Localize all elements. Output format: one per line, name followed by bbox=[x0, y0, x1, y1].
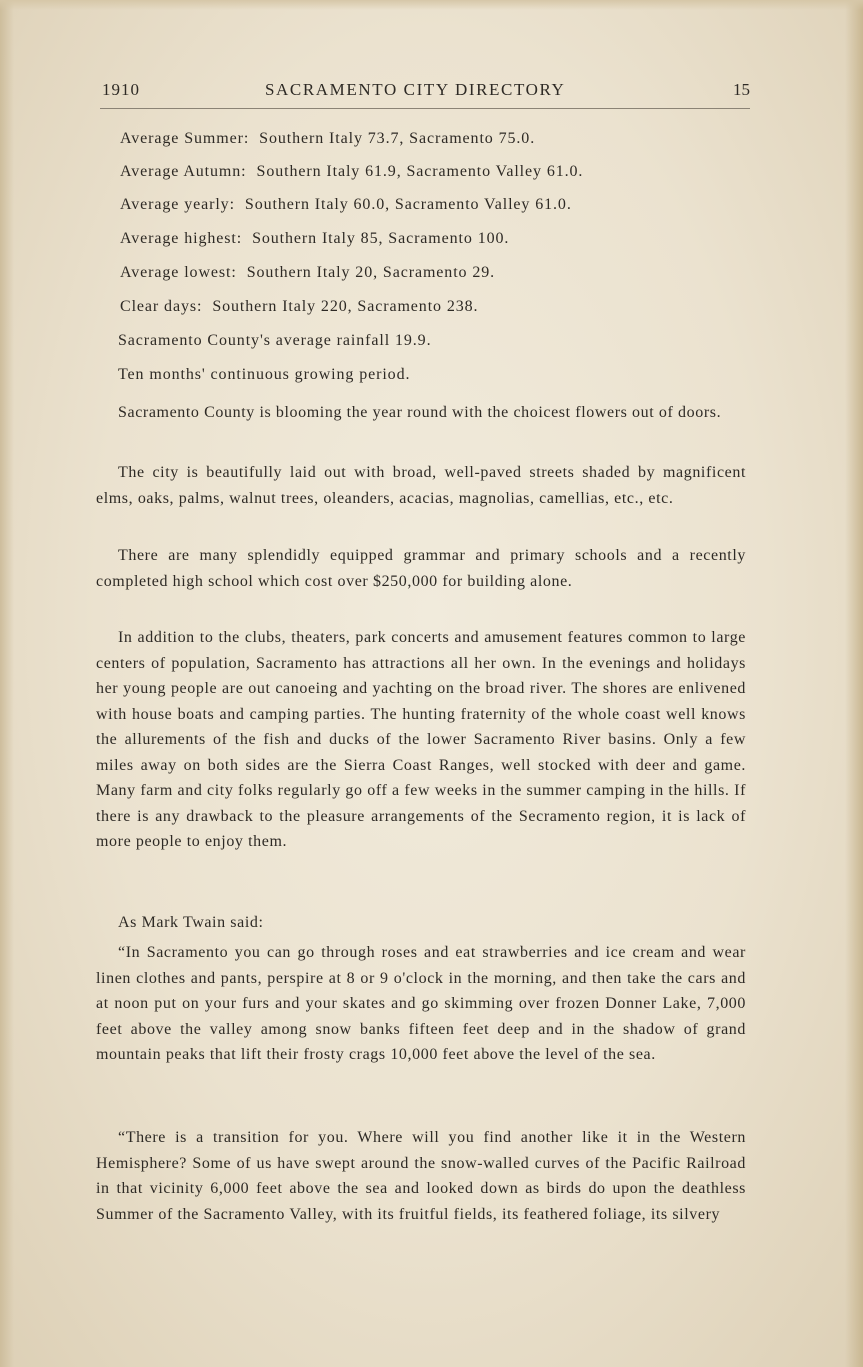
paragraph-streets: The city is beautifully laid out with broad, well-paved streets shaded by magnificent elms, oaks, palms, walnut trees, oleanders, acacias, magnolias, camellias, etc., etc. bbox=[96, 464, 746, 507]
stat-value: Southern Italy 73.7, Sacramento 75.0. bbox=[259, 130, 536, 147]
stat-line bbox=[120, 130, 535, 148]
stat-value: Southern Italy 20, Sacramento 29. bbox=[246, 264, 496, 281]
page-edge-shadow-top bbox=[0, 0, 863, 10]
stat-line bbox=[120, 230, 509, 248]
paragraph-quote-2: “There is a transition for you. Where will you find another like it in the Western Hemisphere? Some of us have swept around the snow-walled curves of the Pacific Railroad in that vicinity 6,000 feet above the sea and looked down as birds do upon the deathless Summer of the Sacramento Valley, with its fruitful fields, its feathered foliage, its silvery bbox=[96, 1129, 746, 1223]
stat-line bbox=[120, 298, 478, 316]
paragraph-twain-intro: As Mark Twain said: bbox=[118, 914, 264, 931]
stat-label: Average Summer: bbox=[120, 130, 250, 147]
stat-label: Average highest: bbox=[120, 230, 243, 247]
page-edge-shadow-right bbox=[845, 0, 863, 1367]
stat-label: Average lowest: bbox=[120, 264, 237, 281]
stat-value: Southern Italy 60.0, Sacramento Valley 61.0. bbox=[244, 196, 572, 213]
paragraph-attractions: In addition to the clubs, theaters, park concerts and amusement features common to large centers of population, Sacramento has attractions all her own. In the evenings and holidays her young people are out canoeing and yachting on the broad river. The shores are enlivened with house boats and camping parties. The hunting fraternity of the whole coast well knows the allurements of the fish and ducks of the lower Sacramento River basins. Only a few miles away on both sides are the Sierra Coast Ranges, well stocked with deer and game. Many farm and city folks regularly go off a few weeks in the summer camping in the hills. If there is any drawback to the pleasure arrangements of the Secramento region, it is lack of more people to enjoy them. bbox=[96, 629, 746, 850]
stat-value: Southern Italy 220, Sacramento 238. bbox=[212, 298, 479, 315]
stat-line bbox=[120, 196, 572, 214]
rainfall-line: Sacramento County's average rainfall 19.9. bbox=[118, 332, 432, 349]
paragraph-schools: There are many splendidly equipped grammar and primary schools and a recently completed high school which cost over $250,000 for building alone. bbox=[96, 547, 746, 590]
stat-line bbox=[120, 264, 495, 282]
page-number: 15 bbox=[733, 80, 750, 99]
paragraph-quote-1: “In Sacramento you can go through roses and eat strawberries and ice cream and wear linen clothes and pants, perspire at 8 or 9 o'clock in the morning, and then take the cars and at noon put on your furs and your skates and go skimming over frozen Donner Lake, 7,000 feet above the valley among snow banks fifteen feet deep and in the shadow of grand mountain peaks that lift their frosty crags 10,000 feet above the level of the sea. bbox=[96, 944, 746, 1063]
page-edge-shadow-left bbox=[0, 0, 14, 1367]
header-year: 1910 bbox=[102, 80, 140, 99]
running-header bbox=[100, 78, 750, 109]
header-title: SACRAMENTO CITY DIRECTORY bbox=[265, 80, 566, 99]
stat-value: Southern Italy 85, Sacramento 100. bbox=[252, 230, 510, 247]
stat-label: Average Autumn: bbox=[120, 163, 247, 180]
stat-line bbox=[120, 163, 583, 181]
stat-label: Clear days: bbox=[120, 298, 203, 315]
stat-label: Average yearly: bbox=[120, 196, 235, 213]
stat-value: Southern Italy 61.9, Sacramento Valley 61.0. bbox=[256, 163, 584, 180]
paragraph-flowers: Sacramento County is blooming the year round with the choicest flowers out of doors. bbox=[118, 404, 722, 421]
growing-period-line: Ten months' continuous growing period. bbox=[118, 366, 411, 383]
